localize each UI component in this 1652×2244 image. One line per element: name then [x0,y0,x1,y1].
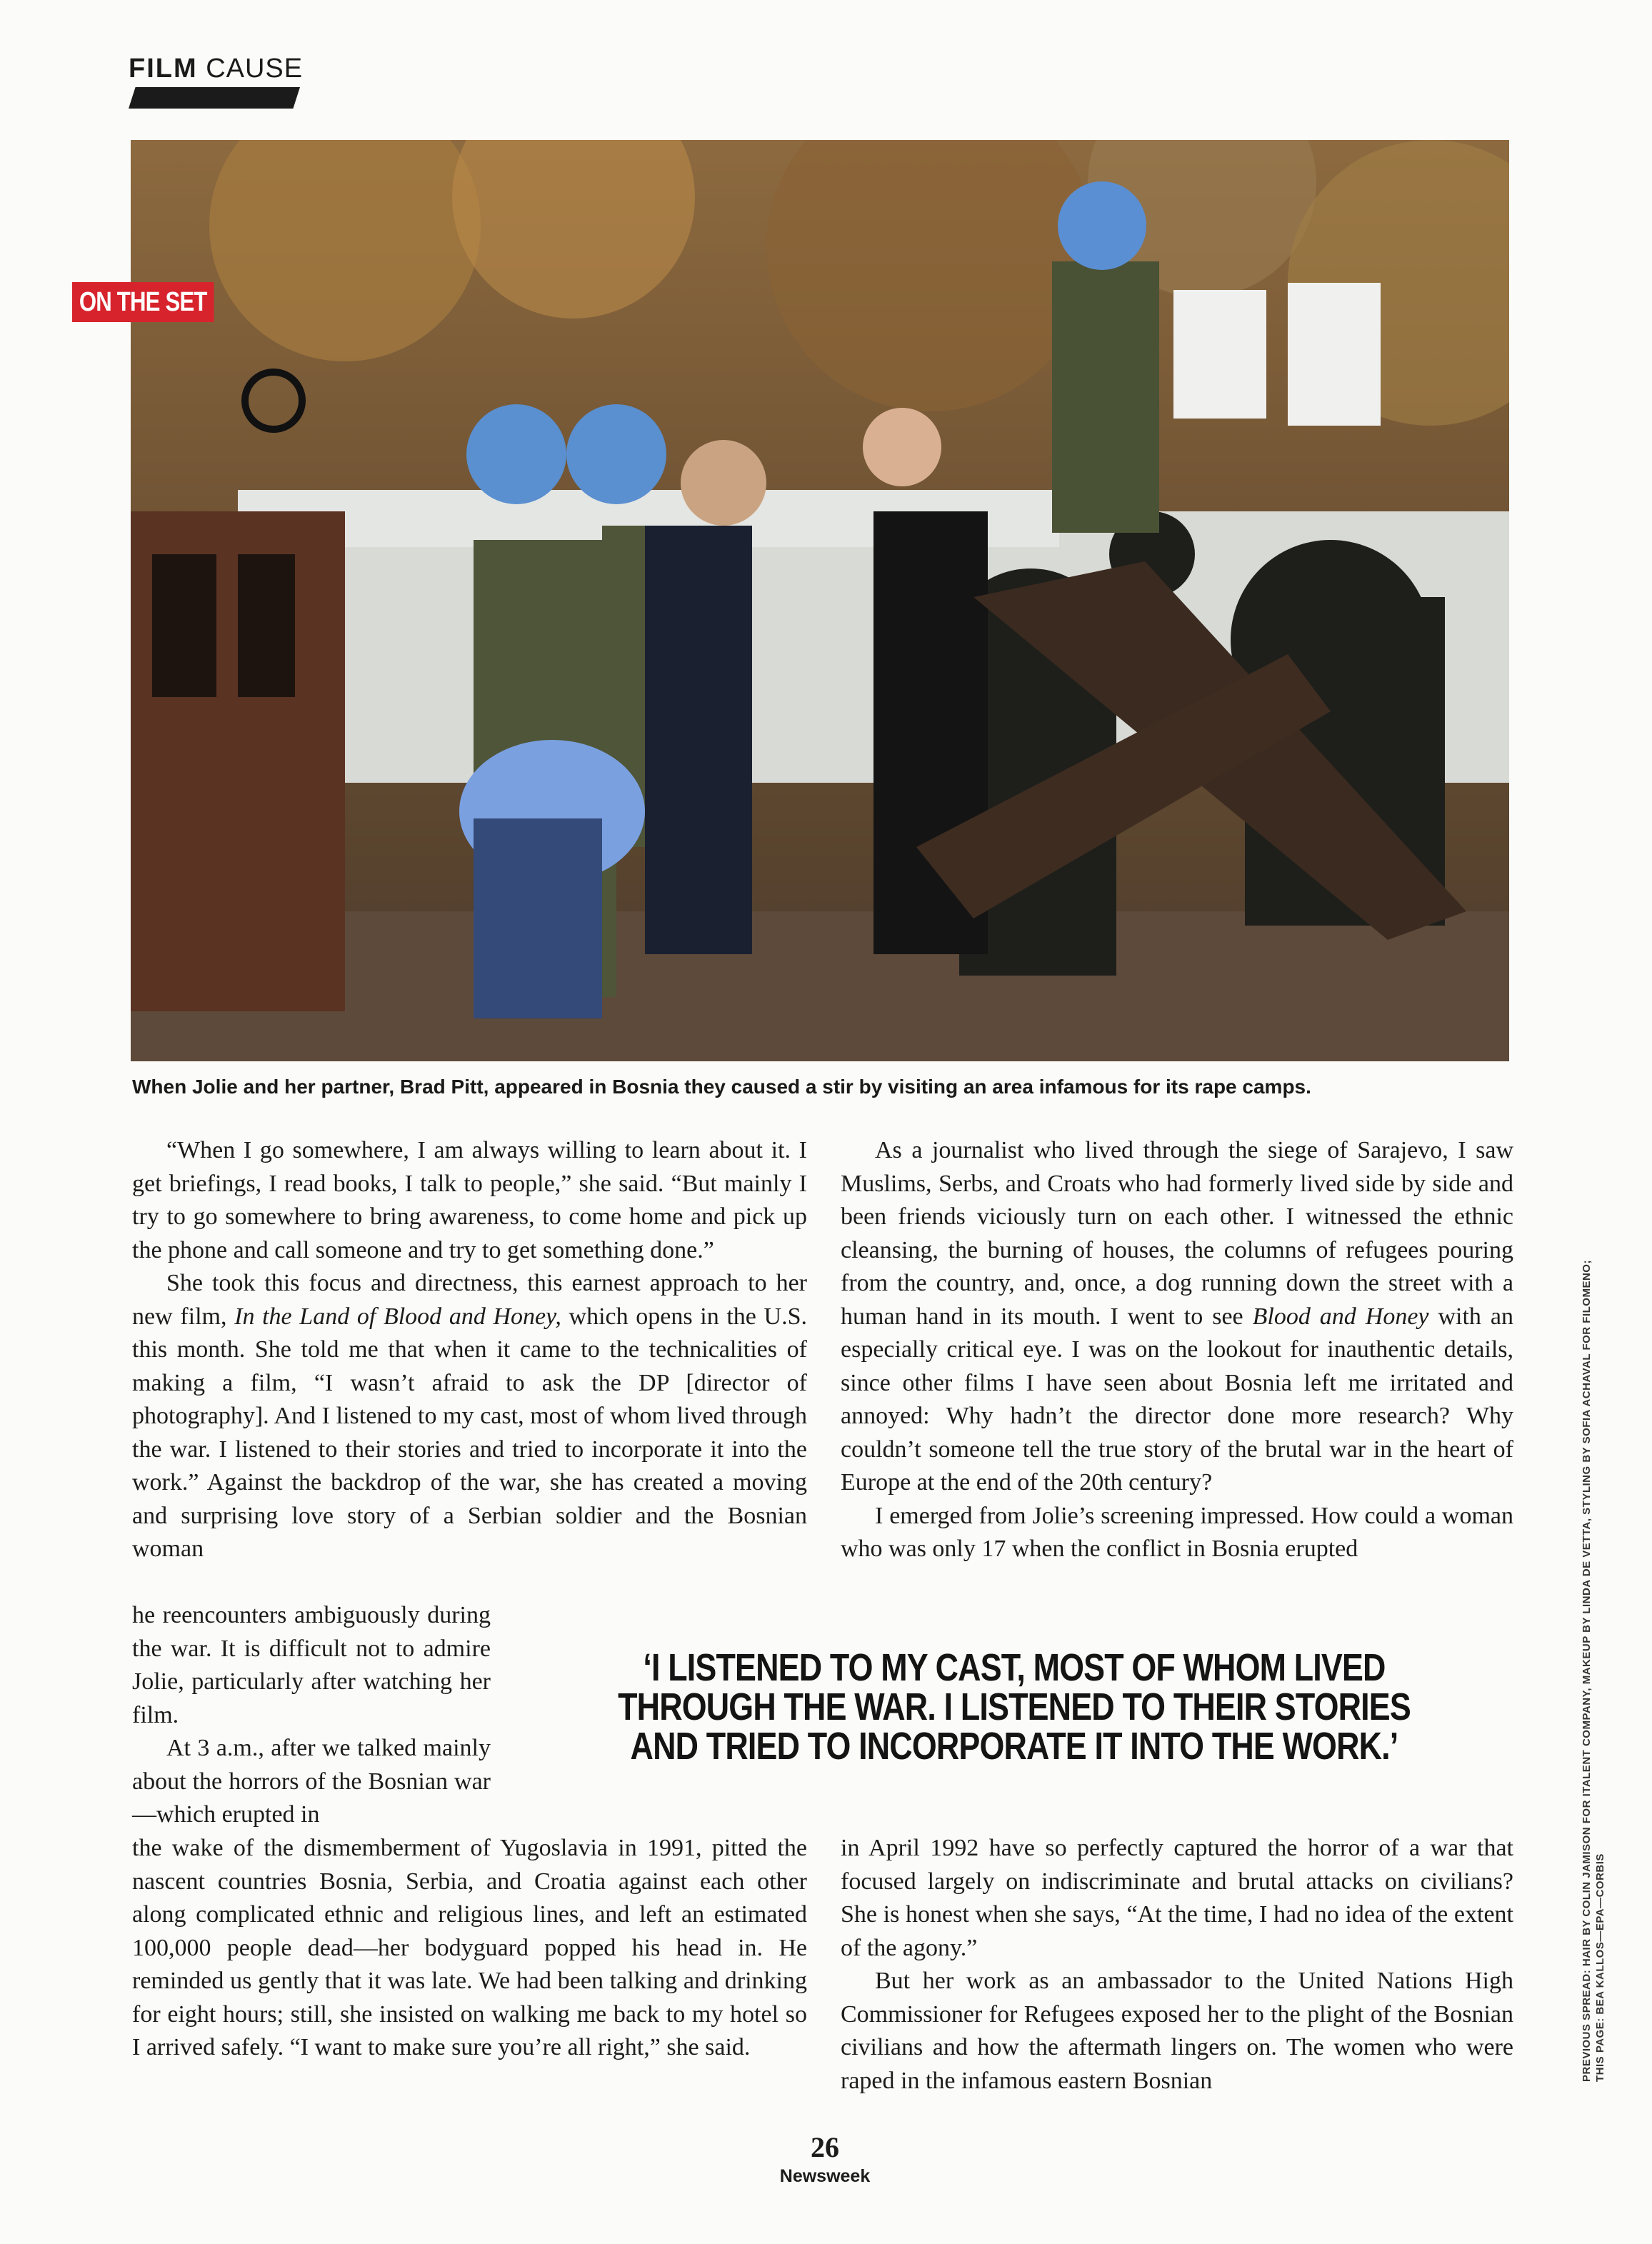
paragraph-continued: he reencounters ambiguously during the war. It is difficult not to admire Jolie, particularly after watching her film. [132,1602,491,1728]
section-header [129,53,314,113]
publication-name: Newsweek [779,2166,871,2186]
article-column-left-mid [132,1599,491,1832]
credit-line: THIS PAGE: BEA KALLOS—EPA—CORBIS [1594,1853,1606,2082]
credit-line: PREVIOUS SPREAD: HAIR BY COLIN JAMISON FOR ITALENT COMPANY, MAKEUP BY LINDA DE VETTA, STYLING BY SOFIA ACHAVAL FOR FILOMENO; [1581,1260,1593,2082]
article-column-left-bottom [132,1832,807,2065]
paragraph: “When I go somewhere, I am always willing to learn about it. I get briefings, I read books, I talk to people,” she said. “But mainly I try to go somewhere to bring awareness, to come home and pick up the phone and call someone and try to get something done.” [132,1137,807,1263]
paragraph [841,1134,1513,1500]
text: which opens in the U.S. this month. She told me that when it came to the technicalities of making a film, “I wasn’t afraid to ask the DP [director of photography]. And I listened to my cast, most of whom lived through the war. I listened to their stories and tried to incorporate it into the work.” Against the backdrop of the war, she has created a moving and surprising love story of a Serbian soldier and the Bosnian woman [132,1303,807,1562]
photo-illustration [131,140,1509,1061]
article-column-left-top [132,1134,807,1566]
text: She took this focus and directness, this earnest approach to her new film, [132,1270,807,1330]
paragraph: At 3 a.m., after we talked mainly about the horrors of the Bosnian war—which erupted in [132,1735,491,1828]
film-title: In the Land of Blood and Honey, [234,1303,561,1330]
photo-credits [1580,1168,1608,2082]
article-column-right-bottom [841,1832,1513,2098]
text: with an especially critical eye. I was on the lookout for inauthentic details, since other films I have seen about Bosnia left me irritated and annoyed: Why hadn’t the director done more research? Why couldn’t someone tell the true story of the brutal war in the heart of Europe at the end of the 20th century? [841,1303,1513,1496]
photo-credits-text [1580,1168,1608,2082]
on-the-set-tag: ON THE SET [72,282,214,322]
pull-quote: ‘I LISTENED TO MY CAST, MOST OF WHOM LIVED THROUGH THE WAR. I LISTENED TO THEIR STORIES AND TRIED TO INCORPORATE IT INTO THE WORK.’ [618,1646,1411,1768]
article-photo [131,140,1509,1061]
paragraph-continued: the wake of the dismemberment of Yugoslavia in 1991, pitted the nascent countries Bosnia, Serbia, and Croatia against each other along complicated ethnic and religious lines, and left an estimated 100,000 people dead—her bodyguard popped his head in. He reminded us gently that it was late. We had been talking and drinking for eight hours; still, she insisted on walking me back to my hotel so I arrived safely. “I want to make sure you’re all right,” she said. [132,1835,807,2060]
text: As a journalist who lived through the siege of Sarajevo, I saw Muslims, Serbs, and Croats who had formerly lived side by side and been friends viciously turn on each other. I witnessed the ethnic cleansing, the burning of houses, the columns of refugees pouring from the country, and, once, a dog running down the street with a human hand in its mouth. I went to see [841,1137,1513,1330]
photo-caption: When Jolie and her partner, Brad Pitt, appeared in Bosnia they caused a stir by visiting an area infamous for its rape camps. [132,1076,1311,1098]
film-title-short: Blood and Honey [1252,1303,1429,1330]
section-bar [129,87,300,109]
article-column-right-top [841,1134,1513,1566]
section-label [129,53,314,84]
paragraph [132,1267,807,1566]
page-number: 26 [811,2131,839,2163]
paragraph: I emerged from Jolie’s screening impressed. How could a woman who was only 17 when the conflict in Bosnia erupted [841,1502,1513,1562]
paragraph-continued: in April 1992 have so perfectly captured the horror of a war that focused largely on indiscriminate and brutal attacks on civilians? She is honest when she says, “At the time, I had no idea of the extent of the agony.” [841,1835,1513,1961]
section-label-rest: CAUSE [206,54,304,84]
paragraph: But her work as an ambassador to the United Nations High Commissioner for Refugees exposed her to the plight of the Bosnian civilians and how the aftermath lingers on. The women who were raped in the infamous eastern Bosnian [841,1968,1513,2094]
section-label-bold: FILM [129,54,198,84]
